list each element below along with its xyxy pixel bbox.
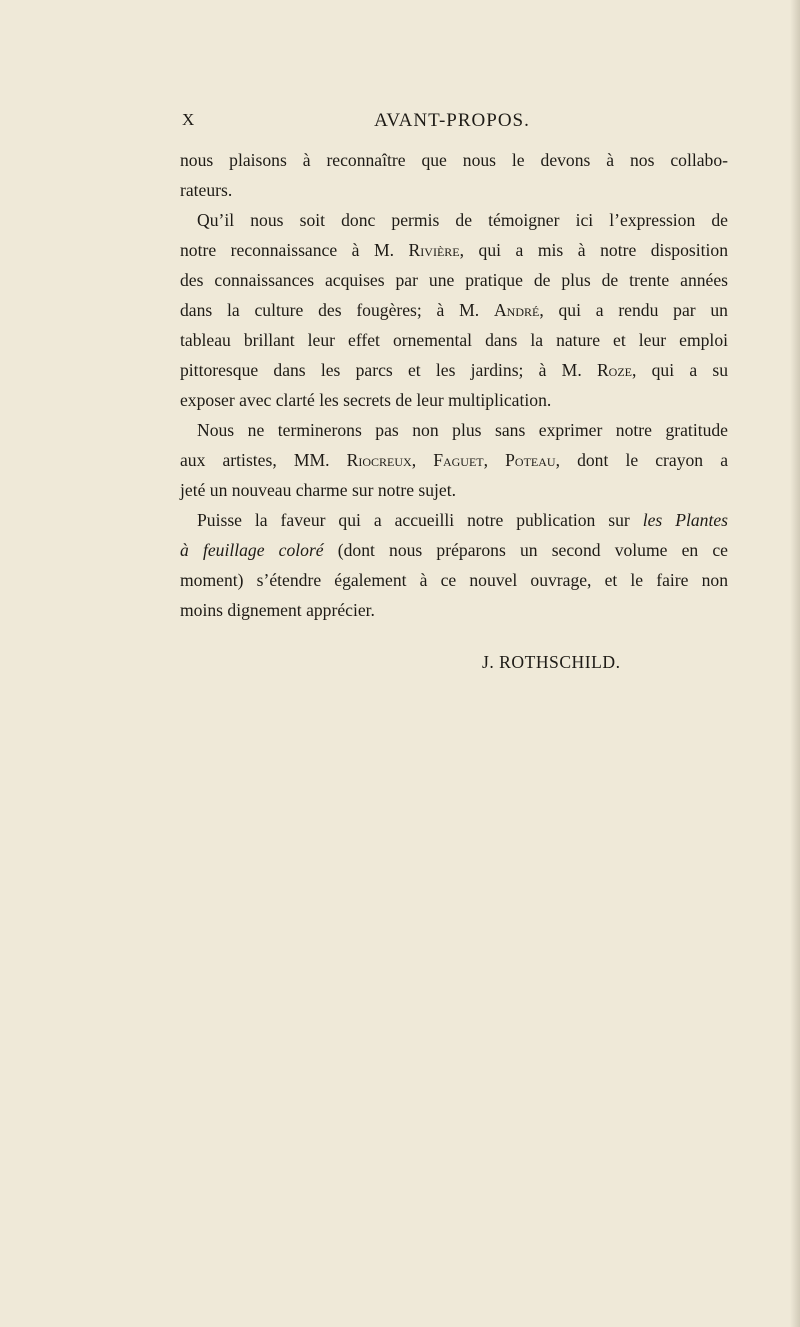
page-header [182,110,722,140]
text-segment: , qui a su [632,360,728,380]
text-line: Nous ne terminerons pas non plus sans exprimer notre gratitude [197,420,728,440]
text-line: nous plaisons à reconnaître que nous le devons à nos collabo- [180,150,728,170]
text-line: jeté un nouveau charme sur notre sujet. [180,480,457,500]
text-line: exposer avec clarté les secrets de leur multiplication. [180,390,552,410]
book-title: les Plantes [642,510,728,530]
text-line [180,535,728,565]
text-line: moins dignement apprécier. [180,600,375,620]
person-name: Roze [596,360,632,380]
text-line [180,445,728,475]
person-name: Riocreux [346,450,412,470]
signature: J. ROTHSCHILD. [482,652,621,672]
text-segment: , qui a rendu par un [539,300,728,320]
text-segment: (dont nous préparons un second volume en ce [323,540,728,560]
text-line: rateurs. [180,180,233,200]
text-segment: Puisse la faveur qui a accueilli notre publication sur [197,510,643,530]
text-line [180,235,728,265]
paragraph-4 [180,505,728,625]
text-line [180,505,728,535]
text-line: Qu’il nous soit donc permis de témoigner ici l’expression de [197,210,728,230]
body-text [180,145,728,625]
text-segment: , [483,450,506,470]
text-line: moment) s’étendre également à ce nouvel ouvrage, et le faire non [180,570,728,590]
text-line [180,295,728,325]
text-line [180,355,728,385]
page-edge [790,0,800,1327]
text-segment: notre reconnaissance à M. [180,240,409,260]
text-segment: , [411,450,434,470]
text-segment: aux artistes, MM. [180,450,347,470]
page-number: X [182,110,196,129]
running-title: AVANT-PROPOS. [374,110,530,131]
paragraph-1 [180,145,728,205]
text-segment: dans la culture des fougères; à M. [180,300,494,320]
text-line: tableau brillant leur effet ornemental dans la nature et leur emploi [180,330,728,350]
paragraph-2 [180,205,728,415]
text-line: des connaissances acquises par une pratique de plus de trente années [180,270,728,290]
paragraph-3 [180,415,728,505]
person-name: André [493,300,540,320]
person-name: Faguet [433,450,484,470]
book-title: à feuillage coloré [180,540,324,560]
person-name: Poteau [505,450,556,470]
text-segment: pittoresque dans les parcs et les jardins; à M. [180,360,597,380]
person-name: Rivière [408,240,460,260]
text-segment: , dont le crayon a [555,450,729,470]
text-segment: , qui a mis à notre disposition [459,240,728,260]
